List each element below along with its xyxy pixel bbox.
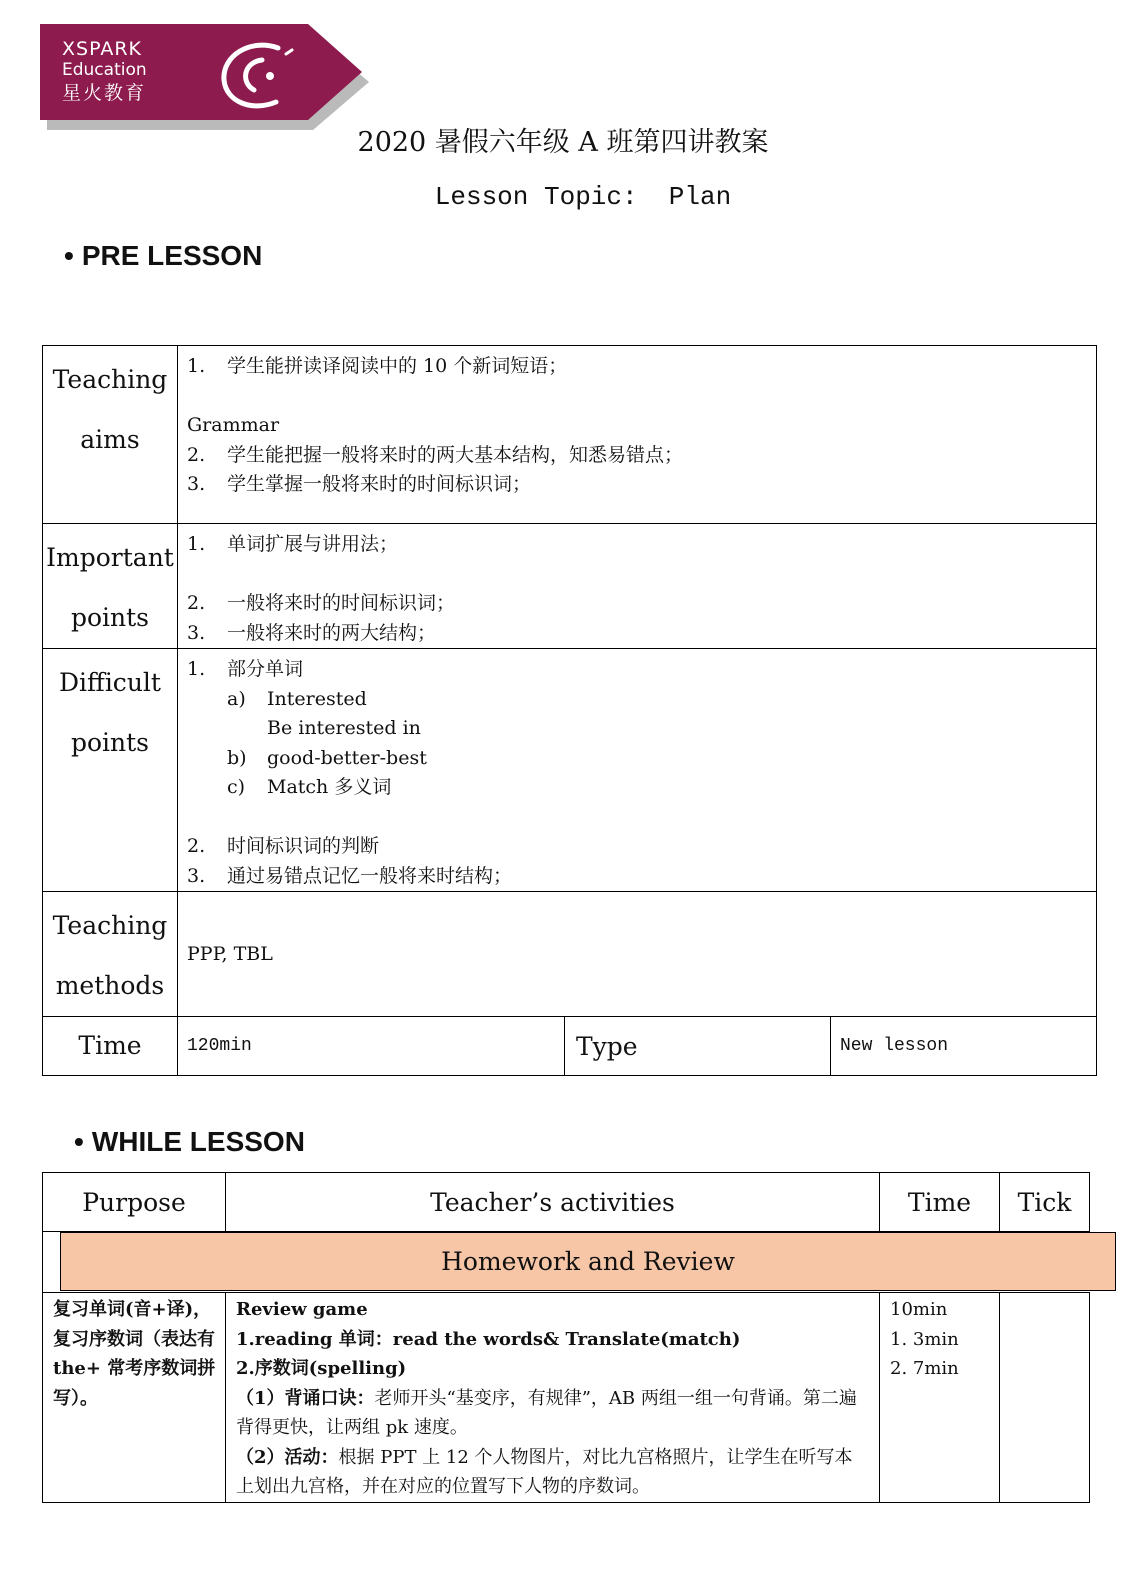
purpose-cell: 复习单词(音+译)，复习序数词（表达有 the+ 常考序数词拼写）。 — [43, 1293, 226, 1503]
time-value: 120min — [178, 1017, 565, 1076]
row-difficult-points — [43, 649, 1097, 892]
logo-cn: 星火教育 — [62, 82, 147, 104]
important-points-content: 1. 单词扩展与讲用法； 2. 一般将来时的时间标识词； 3. 一般将来时的两大结构； — [178, 524, 1097, 649]
header-activities: Teacher’s activities — [226, 1173, 880, 1232]
activities-cell: Review game 1.reading 单词：read the words& Translate(match) 2.序数词(spelling) （1）背诵口诀：老师开头“基变序，有规律”，AB 两组一组一句背诵。第二遍背得更快，让两组 pk 速度。 （2）活动：根据 PPT 上 12 个人物图片，对比九宫格照片，让学生在听写本上划出九宫格，并在对应的位置写下人物的序数词。 — [226, 1293, 880, 1503]
lesson-topic: Lesson Topic: Plan — [434, 182, 732, 212]
time-cell: 10min 1. 3min 2. 7min — [880, 1293, 1000, 1503]
logo-brand: XSPARK — [62, 38, 142, 60]
logo-sub: Education — [62, 60, 147, 80]
type-label: Type — [565, 1017, 831, 1076]
row-teaching-methods — [43, 892, 1097, 1017]
header-tick: Tick — [1000, 1173, 1090, 1232]
section-bar-cell — [43, 1232, 1090, 1293]
section-bar-row — [43, 1232, 1090, 1293]
bullet-icon: • — [74, 1126, 84, 1157]
teaching-methods-label: Teaching methods — [43, 892, 178, 1017]
pre-lesson-table — [42, 345, 1097, 1076]
header-purpose: Purpose — [43, 1173, 226, 1232]
while-lesson-table — [42, 1172, 1090, 1503]
type-value: New lesson — [831, 1017, 1097, 1076]
bullet-icon: • — [64, 240, 74, 271]
header-time: Time — [880, 1173, 1000, 1232]
page-title: 2020 暑假六年级 A 班第四讲教案 — [357, 127, 769, 158]
while-header-row — [43, 1173, 1090, 1232]
row-teaching-aims — [43, 346, 1097, 524]
logo-text — [62, 38, 147, 106]
pre-lesson-heading: • PRE LESSON — [64, 240, 263, 271]
teaching-methods-value: PPP, TBL — [178, 892, 1097, 1017]
important-points-label: Important points — [43, 524, 178, 649]
section-bar: Homework and Review — [60, 1232, 1116, 1291]
while-lesson-heading: • WHILE LESSON — [74, 1126, 305, 1157]
difficult-points-content: 1. 部分单词 a) Interested Be interested in b) good-better-best c) Match 多义词 2. 时间标识词的判断 3. 通过易错点记忆一般将来时结构； — [178, 649, 1097, 892]
teaching-aims-content: 1. 学生能拼读译阅读中的 10 个新词短语； Grammar 2. 学生能把握一般将来时的两大基本结构，知悉易错点； 3. 学生掌握一般将来时的时间标识词； — [178, 346, 1097, 524]
teaching-aims-label: Teaching aims — [43, 346, 178, 524]
time-label: Time — [43, 1017, 178, 1076]
homework-review-row — [43, 1293, 1090, 1503]
tick-cell[interactable] — [1000, 1293, 1090, 1503]
difficult-points-label: Difficult points — [43, 649, 178, 892]
row-time — [43, 1017, 1097, 1076]
row-important-points — [43, 524, 1097, 649]
